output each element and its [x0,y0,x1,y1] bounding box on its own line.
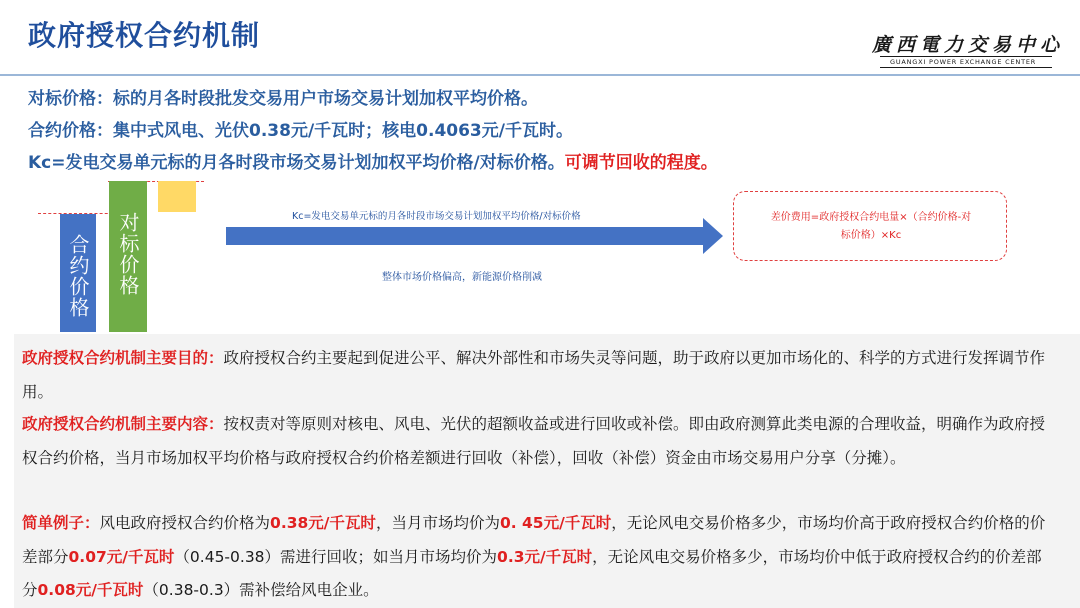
benchmark-price-bar-label: 对标价格 [116,212,140,296]
logo-chinese-text: 廣西電力交易中心 [872,34,1065,56]
logo-divider-top [880,56,1052,57]
example-value-market-low: 0.3元/千瓦时 [497,547,593,566]
example-text-4: （0.45-0.38）需进行回收；如当月市场均价为 [174,547,498,566]
logo-english-text: GUANGXI POWER EXCHANGE CENTER [890,58,1037,66]
price-gap-block [158,181,196,212]
page-title: 政府授权合约机制 [28,19,261,52]
content-paragraph [22,408,1056,475]
content-text: 按权责对等原则对核电、风电、光伏的超额收益或进行回收或补偿。即由政府测算此类电源的合理收益，明确作为政府授权合约价格，当月市场加权平均价格与政府授权合约价格差额进行回收（补偿），回收（补偿）资金由市场交易用户分享（分摊）。 [22,415,1046,467]
example-value-market-high: 0. 45元/千瓦时 [499,514,612,532]
arrow-shaft [226,227,704,245]
example-text-2: ，当月市场均价为 [375,514,500,532]
example-text-5: ，无论风电交易价格多少，市场均价中低于政府授权合约的价差部分 [22,547,1042,599]
benchmark-price-line: 对标价格：标的月各时段批发交易用户市场交易计划加权平均价格。 [28,89,538,109]
content-label: 政府授权合约机制主要内容： [22,415,224,433]
header-rule [0,74,1080,76]
formula-text [748,209,994,245]
logo-divider-bottom [880,67,1052,68]
purpose-paragraph [22,342,1056,409]
example-value-compensate: 0.08元/千瓦时 [37,581,144,599]
formula-line-1: 差价费用=政府授权合约电量×（合约价格-对 [770,212,972,223]
purpose-text: 政府授权合约主要起到促进公平、解决外部性和市场失灵等问题，助于政府以更加市场化的、科学的方式进行发挥调节作用。 [22,349,1046,401]
contract-price-bar-label: 合约价格 [66,234,90,318]
example-text-6: （0.38-0.3）需补偿给风电企业。 [143,581,379,599]
example-label: 简单例子： [22,514,100,532]
example-value-contract: 0.38元/千瓦时 [270,514,376,532]
example-value-recover: 0.07元/千瓦时 [68,547,175,566]
arrow-head-icon [703,218,723,254]
arrow-sublabel: 整体市场价格偏高，新能源价格削减 [382,272,542,283]
purpose-label: 政府授权合约机制主要目的： [22,349,224,367]
example-paragraph [22,507,1056,608]
example-text-1: 风电政府授权合约价格为 [99,514,271,532]
kc-definition-text: Kc=发电交易单元标的月各时段市场交易计划加权平均价格/对标价格。 [28,153,565,173]
arrow-label: Kc=发电交易单元标的月各时段市场交易计划加权平均价格/对标价格 [292,211,581,222]
kc-definition-line [28,148,718,173]
example-text-3: ，无论风电交易价格多少，市场均价高于政府授权合约价格的价差部分 [22,514,1046,566]
contract-price-line: 合约价格：集中式风电、光伏0.38元/千瓦时；核电0.4063元/千瓦时。 [28,121,573,141]
kc-definition-highlight: 可调节回收的程度。 [564,153,718,173]
formula-line-2: 标价格）×Kc [840,230,902,241]
